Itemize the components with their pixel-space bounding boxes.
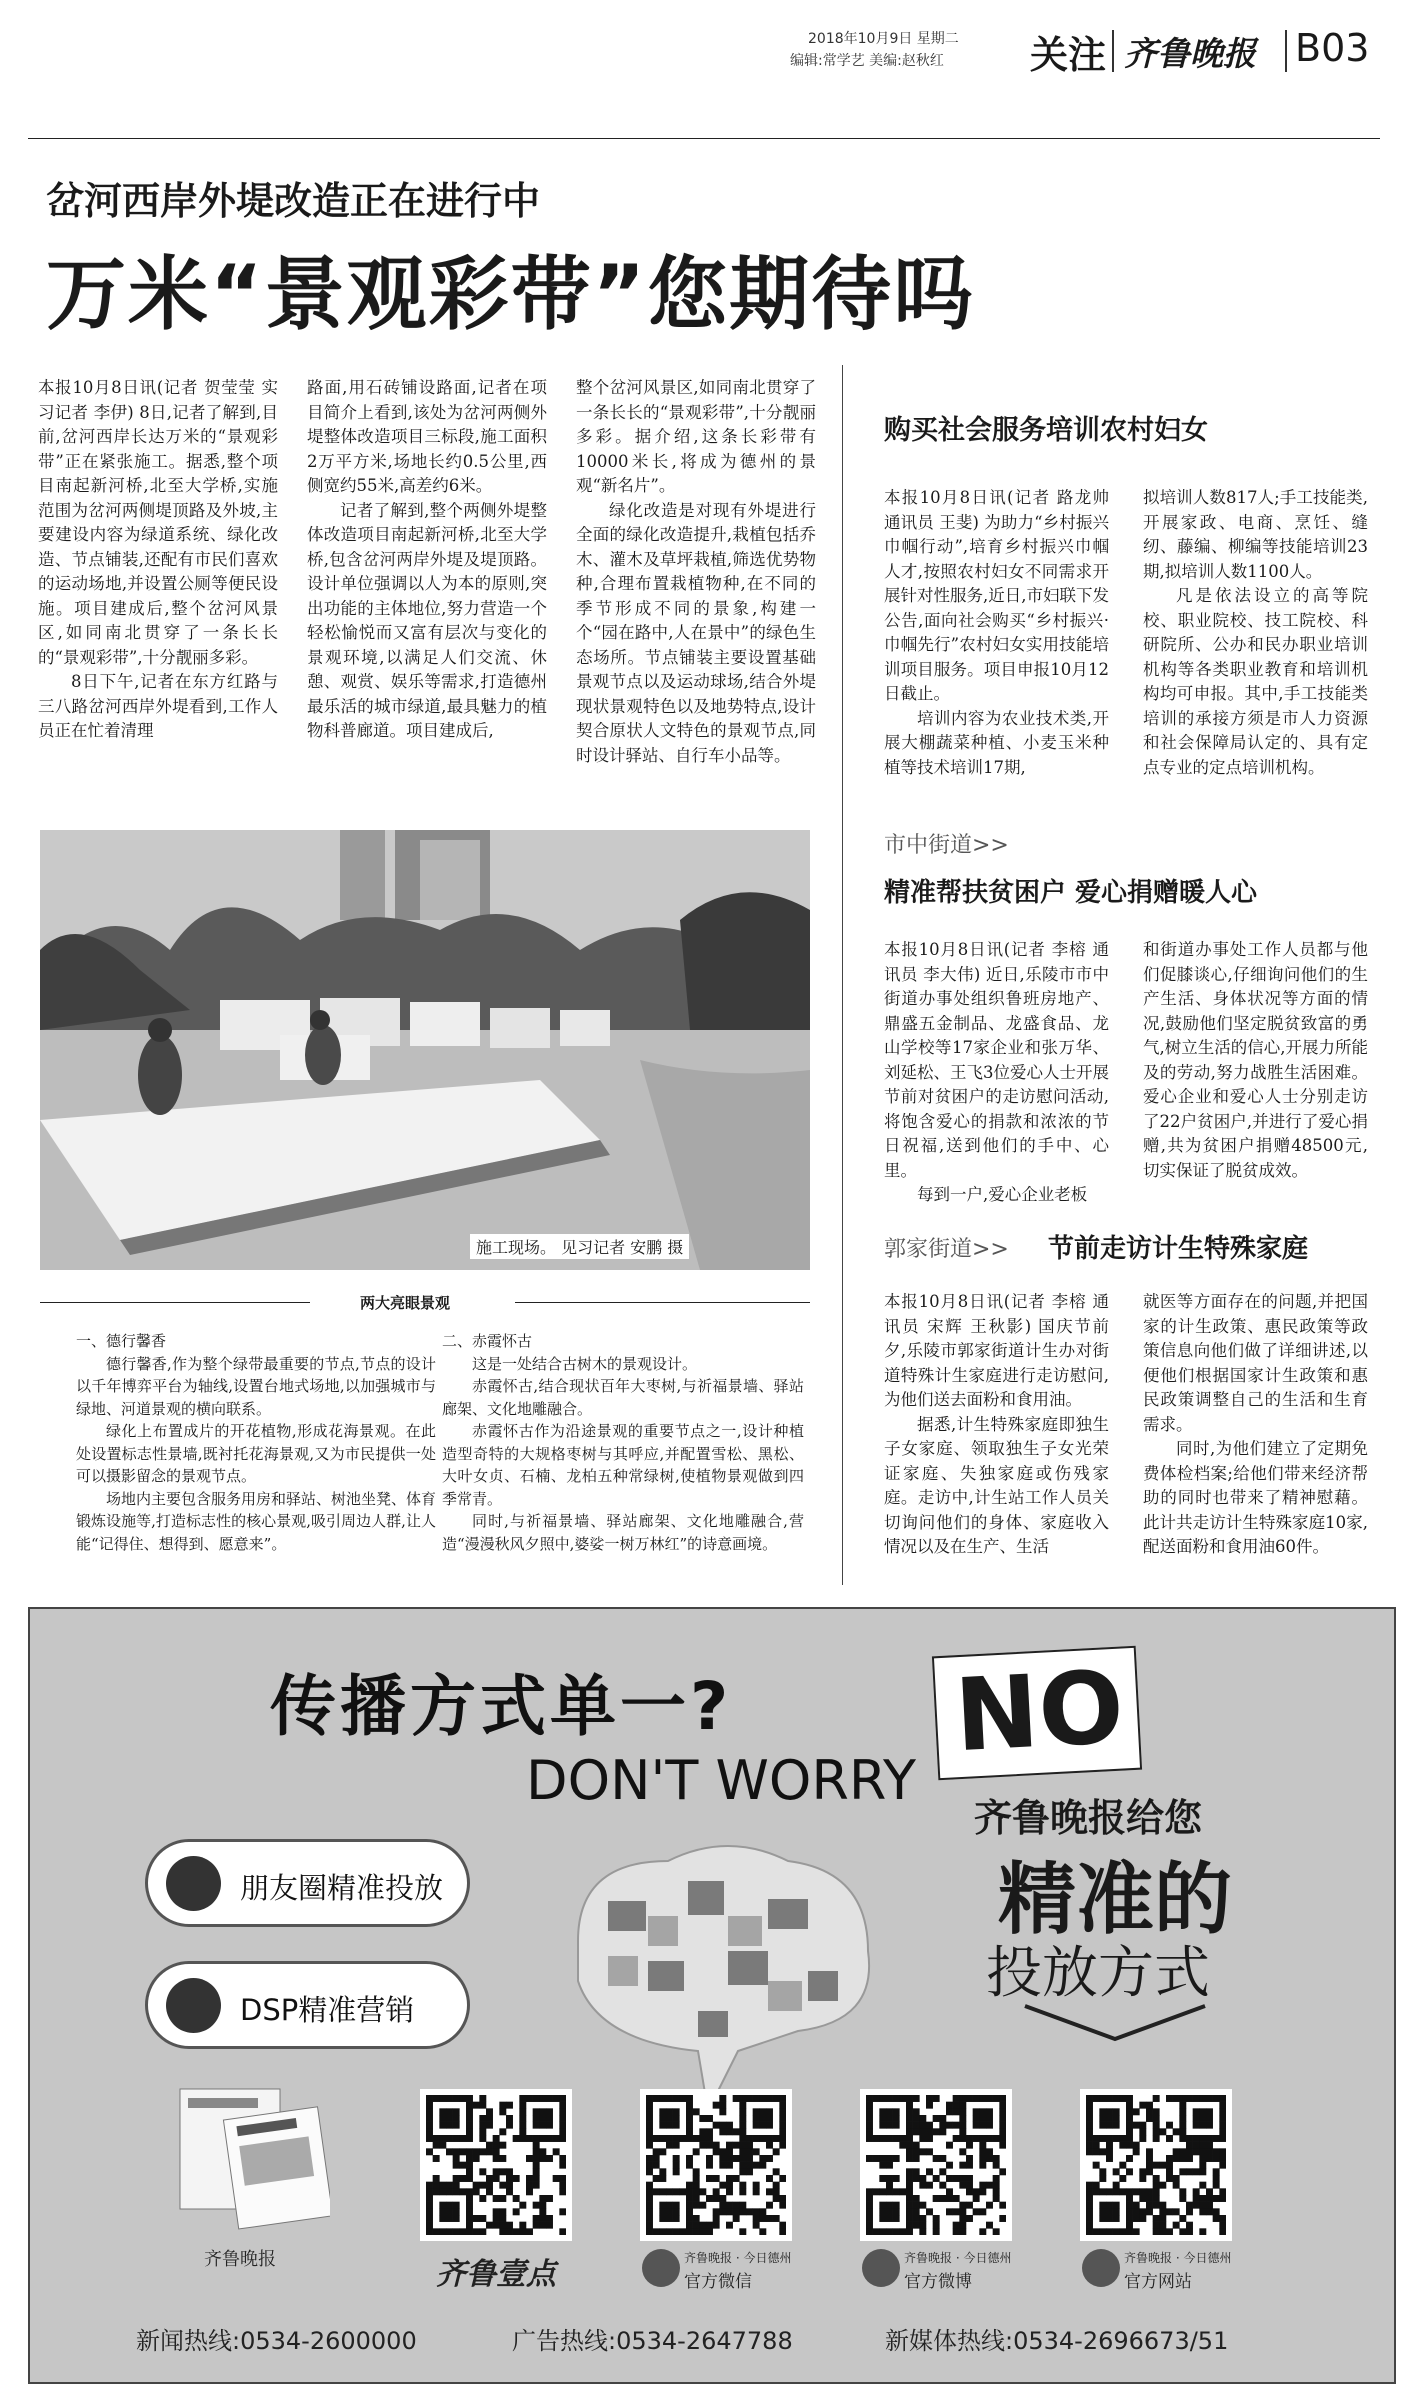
article3-col1 bbox=[884, 938, 1109, 1208]
wechat-icon bbox=[642, 2249, 680, 2287]
header-editors: 编辑:常学艺 美编:赵秋红 bbox=[790, 53, 944, 69]
dsp-ad-label: DSP精准营销 bbox=[240, 1993, 415, 2027]
website-sub: 齐鲁晚报 · 今日德州 bbox=[1124, 2251, 1232, 2265]
article4-headline: 节前走访计生特殊家庭 bbox=[1048, 1234, 1309, 1264]
article2-col1-p2: 培训内容为农业技术类,开展大棚蔬菜种植、小麦玉米种植等技术培训17期, bbox=[884, 708, 1109, 777]
main-col3-p2: 绿化改造是对现有外堤进行全面的绿化改造提升,栽植包括乔木、灌木及草坪栽植,筛选优势物种,合理布置栽植物种,在不同的季节形成不同的景象,构建一个“园在路中,人在景中”的绿色生态场所。节点铺装主要设置基础景观节点以及运动球场,结合外堤现状景观特色以及地势特点,设计契合原状人文特色的景观节点,同时设计驿站、自行车小品等。 bbox=[576, 500, 816, 765]
sidebar-box bbox=[40, 1290, 810, 1590]
sidebar-col1-p1: 德行馨香,作为整个绿带最重要的节点,节点的设计以千年博弈平台为轴线,设置台地式场地,以加强城市与绿地、河道景观的横向联系。 bbox=[76, 1354, 436, 1418]
ad-line2: 精准的 bbox=[998, 1855, 1233, 1945]
header-section: 关注 bbox=[1030, 33, 1107, 77]
ad-dont-worry: DON'T WORRY bbox=[526, 1749, 916, 1812]
photo-caption: 施工现场。 见习记者 安鹏 摄 bbox=[470, 1234, 689, 1259]
chevron-down-icon bbox=[1020, 2001, 1210, 2046]
article2-col1-p1: 本报10月8日讯(记者 路龙帅 通讯员 王斐) 为助力“乡村振兴巾帼行动”,培育乡村振兴巾帼人才,按照农村妇女不同需求开展针对性服务,近日,市妇联下发公告,面向社会购买“乡村振兴·巾帼先行”农村妇女实用技能培训项目服务。项目申报10月12日截止。 bbox=[884, 488, 1109, 703]
wechat-qr-code[interactable] bbox=[640, 2089, 792, 2241]
article3-col1-p1: 本报10月8日讯(记者 李榕 通讯员 李大伟) 近日,乐陵市市中街道办事处组织鲁班房地产、鼎盛五金制品、龙盛食品、龙山学校等17家企业和张万华、刘延松、王飞3位爱心人士开展节前对贫困户的走访慰问活动,将饱含爱心的捐款和浓浓的节日祝福,送到他们的手中、心里。 bbox=[884, 940, 1109, 1180]
sidebar-rule-right bbox=[515, 1302, 810, 1303]
sidebar-col1-heading: 一、德行馨香 bbox=[76, 1332, 167, 1350]
qr-pattern-icon bbox=[426, 2095, 566, 2235]
weibo-sub: 齐鲁晚报 · 今日德州 bbox=[904, 2251, 1012, 2265]
sidebar-col2-p3: 赤霞怀古作为沿途景观的重要节点之一,设计种植造型奇特的大规格枣树与其呼应,并配置雪松、黑松、大叶女贞、石楠、龙柏五种常绿树,使植物景观做到四季常青。 bbox=[442, 1422, 804, 1508]
main-article-col1 bbox=[38, 376, 278, 744]
article2-col2-p2: 凡是依法设立的高等院校、职业院校、技工院校、科研院所、公办和民办职业培训机构等各类职业教育和培训机构均可申报。其中,手工技能类培训的承接方须是市人力资源和社会保障局认定的、具有定点专业的定点培训机构。 bbox=[1143, 586, 1368, 777]
qr-pattern-icon bbox=[646, 2095, 786, 2235]
ad-block bbox=[28, 1607, 1396, 2384]
article3-section: 市中街道>> bbox=[884, 833, 1009, 858]
dsp-ad-button[interactable] bbox=[145, 1961, 470, 2049]
column-divider bbox=[842, 365, 843, 1585]
moments-ad-button[interactable] bbox=[145, 1839, 470, 1927]
header-divider bbox=[1112, 30, 1114, 72]
article4-col1-p1: 本报10月8日讯(记者 李榕 通讯员 宋辉 王秋影) 国庆节前夕,乐陵市郭家街道计生办对街道特殊计生家庭进行走访慰问,为他们送去面粉和食用油。 bbox=[884, 1292, 1109, 1409]
header-rule bbox=[28, 138, 1380, 139]
news-hotline: 新闻热线:0534-2600000 bbox=[136, 2327, 417, 2355]
media-hotline: 新媒体热线:0534-2696673/51 bbox=[885, 2327, 1229, 2355]
header-page-number: B03 bbox=[1295, 26, 1370, 70]
ad-line3: 投放方式 bbox=[986, 1941, 1210, 2006]
sidebar-col2-p2: 赤霞怀古,结合现状百年大枣树,与祈福景墙、驿站廊架、文化地雕融合。 bbox=[442, 1377, 804, 1418]
website-icon bbox=[1082, 2249, 1120, 2287]
ad-hotline: 广告热线:0534-2647788 bbox=[512, 2327, 793, 2355]
article2-headline: 购买社会服务培训农村妇女 bbox=[884, 415, 1208, 446]
ad-line1: 齐鲁晚报给您 bbox=[974, 1796, 1203, 1840]
header-paper-logo: 齐鲁晚报 bbox=[1124, 34, 1256, 73]
sidebar-col2-heading: 二、赤霞怀古 bbox=[442, 1332, 533, 1350]
sidebar-col2 bbox=[442, 1330, 804, 1555]
article4-col2-p2: 同时,为他们建立了定期免费体检档案;给他们带来经济帮助的同时也带来了精神慰藉。此计共走访计生特殊家庭10家,配送面粉和食用油60件。 bbox=[1143, 1439, 1368, 1556]
dsp-icon bbox=[166, 1978, 221, 2033]
article4-col1 bbox=[884, 1290, 1109, 1560]
article4-col1-p2: 据悉,计生特殊家庭即独生子女家庭、领取独生子女光荣证家庭、失独家庭或伤残家庭。走访中,计生站工作人员关切询问他们的身体、家庭收入情况以及在生产、生活 bbox=[884, 1414, 1109, 1556]
header-divider-2 bbox=[1285, 30, 1287, 72]
sidebar-col2-p4: 同时,与祈福景墙、驿站廊架、文化地雕融合,营造“漫漫秋风夕照中,婆娑一树万林红”的诗意画境。 bbox=[442, 1512, 804, 1553]
article4-col2 bbox=[1143, 1290, 1368, 1560]
qr-pattern-icon bbox=[1086, 2095, 1226, 2235]
article2-col1 bbox=[884, 486, 1109, 780]
puzzle-icon bbox=[538, 1821, 898, 2121]
website-label: 官方网站 bbox=[1124, 2272, 1192, 2292]
sidebar-title: 两大亮眼景观 bbox=[360, 1294, 451, 1312]
construction-photo-image bbox=[40, 830, 810, 1270]
wechat-label: 官方微信 bbox=[684, 2272, 752, 2292]
construction-photo bbox=[40, 830, 810, 1270]
header-date: 2018年10月9日 星期二 bbox=[808, 31, 959, 47]
main-article-col3 bbox=[576, 376, 816, 768]
app-qr-code[interactable] bbox=[420, 2089, 572, 2241]
weibo-qr-code[interactable] bbox=[860, 2089, 1012, 2241]
main-kicker: 岔河西岸外堤改造正在进行中 bbox=[46, 178, 541, 223]
article4-col2-p1: 就医等方面存在的问题,并把国家的计生政策、惠民政策等政策信息向他们做了详细讲述,以便他们根据国家计生政策和惠民政策调整自己的生活和生育需求。 bbox=[1143, 1292, 1368, 1434]
qr-pattern-icon bbox=[866, 2095, 1006, 2235]
main-headline: 万米“景观彩带”您期待吗 bbox=[46, 248, 976, 341]
article3-headline: 精准帮扶贫困户 爱心捐赠暖人心 bbox=[884, 878, 1258, 908]
main-col1-p2: 8日下午,记者在东方红路与三八路岔河西岸外堤看到,工作人员正在忙着清理 bbox=[38, 672, 278, 740]
wechat-sub: 齐鲁晚报 · 今日德州 bbox=[684, 2251, 792, 2265]
main-col2-p2: 记者了解到,整个两侧外堤整体改造项目南起新河桥,北至大学桥,包含岔河两岸外堤及堤顶路。设计单位强调以人为本的原则,突出功能的主体地位,努力营造一个轻松愉悦而又富有层次与变化的景观环境,以满足人们交流、休憩、观赏、娱乐等需求,打造德州最乐活的城市绿道,最具魅力的植物科普廊道。项目建成后, bbox=[307, 500, 547, 740]
ad-no-badge bbox=[932, 1646, 1142, 1781]
article2-col2 bbox=[1143, 486, 1368, 780]
newspaper-stack-icon bbox=[170, 2084, 330, 2234]
sidebar-rule-left bbox=[40, 1302, 310, 1303]
app-label: 齐鲁壹点 bbox=[436, 2257, 556, 2292]
weibo-label: 官方微博 bbox=[904, 2272, 972, 2292]
article2-col2-p1: 拟培训人数817人;手工技能类,开展家政、电商、烹饪、缝纫、藤编、柳编等技能培训23期,拟培训人数1100人。 bbox=[1143, 488, 1368, 581]
main-col3-p1: 整个岔河风景区,如同南北贯穿了一条长长的“景观彩带”,十分靓丽多彩。据介绍,这条长彩带有10000米长,将成为德州的景观“新名片”。 bbox=[576, 378, 816, 495]
ad-question: 传播方式单一? bbox=[270, 1668, 733, 1745]
article4-section: 郭家街道>> bbox=[884, 1237, 1009, 1262]
article3-col2-p1: 和街道办事处工作人员都与他们促膝谈心,仔细询问他们的生产生活、身体状况等方面的情况,鼓励他们坚定脱贫致富的勇气,树立生活的信心,开展力所能及的劳动,努力战胜生活困难。爱心企业和爱心人士分别走访了22户贫困户,并进行了爱心捐赠,共为贫困户捐赠48500元,切实保证了脱贫成效。 bbox=[1143, 940, 1368, 1180]
article3-col1-p2: 每到一户,爱心企业老板 bbox=[917, 1185, 1088, 1204]
website-qr-code[interactable] bbox=[1080, 2089, 1232, 2241]
moments-ad-label: 朋友圈精准投放 bbox=[240, 1871, 444, 1905]
camera-shutter-icon bbox=[166, 1856, 221, 1911]
article3-col2 bbox=[1143, 938, 1368, 1183]
main-col2-p1: 路面,用石砖铺设路面,记者在项目简介上看到,该处为岔河两侧外堤整体改造项目三标段,施工面积2万平方米,场地长约0.5公里,西侧宽约55米,高差约6米。 bbox=[307, 378, 547, 495]
sidebar-col1-p2: 绿化上布置成片的开花植物,形成花海景观。在此处设置标志性景墙,既衬托花海景观,又为市民提供一处可以摄影留念的景观节点。 bbox=[76, 1422, 436, 1485]
sidebar-col1 bbox=[76, 1330, 436, 1555]
main-article-col2 bbox=[307, 376, 547, 744]
sidebar-col1-p3: 场地内主要包含服务用房和驿站、树池坐凳、体育锻炼设施等,打造标志性的核心景观,吸引周边人群,让人能“记得住、想得到、愿意来”。 bbox=[76, 1489, 437, 1553]
ad-no-text: NO bbox=[951, 1648, 1127, 1775]
paper-label: 齐鲁晚报 bbox=[204, 2249, 276, 2270]
weibo-icon bbox=[862, 2249, 900, 2287]
sidebar-col2-p1: 这是一处结合古树木的景观设计。 bbox=[472, 1354, 698, 1373]
main-col1-p1: 本报10月8日讯(记者 贺莹莹 实习记者 李伊) 8日,记者了解到,目前,岔河西岸长达万米的“景观彩带”正在紧张施工。据悉,整个项目南起新河桥,北至大学桥,实施范围为岔河两侧堤顶路及外坡,主要建设内容为绿道系统、绿化改造、节点铺装,还配有市民们喜欢的运动场地,并设置公厕等便民设施。项目建成后,整个岔河风景区,如同南北贯穿了一条长长的“景观彩带”,十分靓丽多彩。 bbox=[38, 378, 278, 667]
